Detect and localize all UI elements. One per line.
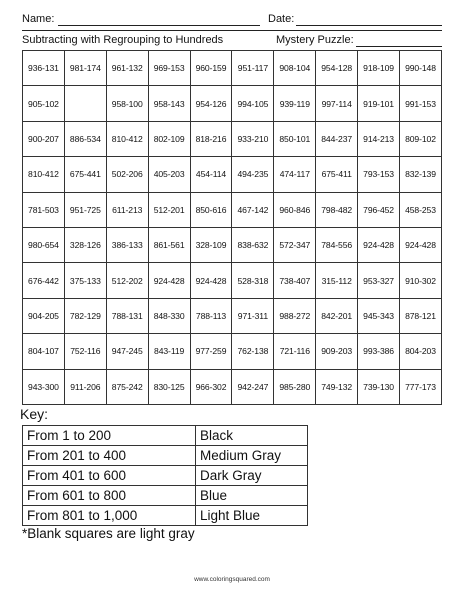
blank-squares-note: *Blank squares are light gray (22, 526, 195, 541)
footer-url: www.coloringsquared.com (194, 576, 270, 583)
key-label: Key: (20, 406, 49, 422)
grid-cell[interactable]: 980-654 (23, 227, 65, 262)
grid-cell[interactable]: 777-173 (400, 369, 442, 404)
key-color: Light Blue (196, 506, 308, 526)
grid-cell[interactable]: 675-441 (64, 157, 106, 192)
grid-cell[interactable]: 458-253 (400, 192, 442, 227)
grid-cell[interactable]: 512-201 (148, 192, 190, 227)
grid-cell[interactable]: 924-428 (358, 227, 400, 262)
grid-cell[interactable]: 850-616 (190, 192, 232, 227)
grid-cell[interactable]: 951-725 (64, 192, 106, 227)
worksheet-title: Subtracting with Regrouping to Hundreds (22, 34, 224, 46)
grid-cell[interactable]: 675-411 (316, 157, 358, 192)
key-row (23, 426, 308, 446)
grid-row (23, 192, 442, 227)
grid-cell[interactable]: 966-302 (190, 369, 232, 404)
grid-cell[interactable]: 969-153 (148, 51, 190, 86)
grid-cell[interactable]: 528-318 (232, 263, 274, 298)
grid-cell[interactable]: 842-201 (316, 298, 358, 333)
grid-cell[interactable]: 749-132 (316, 369, 358, 404)
grid-cell[interactable]: 467-142 (232, 192, 274, 227)
grid-cell[interactable]: 861-561 (148, 227, 190, 262)
key-range: From 201 to 400 (23, 446, 196, 466)
grid-cell[interactable]: 512-202 (106, 263, 148, 298)
name-label: Name: (22, 13, 55, 25)
grid-cell[interactable]: 328-126 (64, 227, 106, 262)
key-row (23, 486, 308, 506)
grid-cell[interactable]: 762-138 (232, 334, 274, 369)
grid-cell[interactable]: 960-846 (274, 192, 316, 227)
grid-cell[interactable]: 784-556 (316, 227, 358, 262)
key-color: Blue (196, 486, 308, 506)
grid-row (23, 227, 442, 262)
grid-cell[interactable]: 474-117 (274, 157, 316, 192)
grid-cell[interactable]: 988-272 (274, 298, 316, 333)
key-color: Dark Gray (196, 466, 308, 486)
grid-cell[interactable]: 676-442 (23, 263, 65, 298)
grid-cell[interactable]: 502-206 (106, 157, 148, 192)
key-color: Black (196, 426, 308, 446)
grid-cell[interactable]: 994-105 (232, 86, 274, 121)
grid-cell[interactable]: 947-245 (106, 334, 148, 369)
grid-cell[interactable]: 804-203 (400, 334, 442, 369)
grid-cell[interactable]: 985-280 (274, 369, 316, 404)
grid-cell[interactable]: 838-632 (232, 227, 274, 262)
grid-cell[interactable]: 878-121 (400, 298, 442, 333)
grid-cell[interactable]: 993-386 (358, 334, 400, 369)
grid-cell[interactable]: 981-174 (64, 51, 106, 86)
grid-cell[interactable]: 850-101 (274, 121, 316, 156)
grid-cell[interactable]: 818-216 (190, 121, 232, 156)
grid-cell[interactable]: 971-311 (232, 298, 274, 333)
mystery-puzzle-label: Mystery Puzzle: (276, 34, 354, 46)
grid-cell[interactable]: 386-133 (106, 227, 148, 262)
grid-cell[interactable]: 739-130 (358, 369, 400, 404)
grid-cell[interactable]: 924-428 (148, 263, 190, 298)
grid-cell[interactable]: 954-126 (190, 86, 232, 121)
grid-cell[interactable]: 997-114 (316, 86, 358, 121)
grid-cell[interactable]: 914-213 (358, 121, 400, 156)
grid-row (23, 334, 442, 369)
grid-cell[interactable]: 933-210 (232, 121, 274, 156)
grid-cell[interactable]: 911-206 (64, 369, 106, 404)
grid-row (23, 86, 442, 121)
grid-cell[interactable]: 958-143 (148, 86, 190, 121)
grid-cell[interactable]: 910-302 (400, 263, 442, 298)
grid-cell[interactable]: 788-131 (106, 298, 148, 333)
grid-cell[interactable]: 936-131 (23, 51, 65, 86)
grid-cell[interactable]: 990-148 (400, 51, 442, 86)
grid-cell[interactable]: 943-300 (23, 369, 65, 404)
grid-cell[interactable]: 848-330 (148, 298, 190, 333)
grid-row (23, 263, 442, 298)
grid-cell[interactable]: 802-109 (148, 121, 190, 156)
grid-row (23, 157, 442, 192)
grid-cell[interactable]: 843-119 (148, 334, 190, 369)
color-key-table (22, 425, 308, 526)
grid-cell[interactable]: 809-102 (400, 121, 442, 156)
grid-cell[interactable]: 900-207 (23, 121, 65, 156)
grid-cell[interactable] (64, 86, 106, 121)
grid-cell[interactable]: 738-407 (274, 263, 316, 298)
grid-cell[interactable]: 991-153 (400, 86, 442, 121)
grid-row (23, 121, 442, 156)
grid-cell[interactable]: 405-203 (148, 157, 190, 192)
key-range: From 601 to 800 (23, 486, 196, 506)
grid-cell[interactable]: 844-237 (316, 121, 358, 156)
grid-cell[interactable]: 977-259 (190, 334, 232, 369)
grid-cell[interactable]: 793-153 (358, 157, 400, 192)
grid-cell[interactable]: 832-139 (400, 157, 442, 192)
mystery-puzzle-line[interactable] (356, 46, 442, 47)
date-label: Date: (268, 13, 295, 25)
grid-cell[interactable]: 494-235 (232, 157, 274, 192)
grid-cell[interactable]: 798-482 (316, 192, 358, 227)
key-range: From 1 to 200 (23, 426, 196, 446)
grid-cell[interactable]: 961-132 (106, 51, 148, 86)
key-color: Medium Gray (196, 446, 308, 466)
grid-cell[interactable]: 830-125 (148, 369, 190, 404)
grid-cell[interactable]: 958-100 (106, 86, 148, 121)
key-row (23, 466, 308, 486)
grid-cell[interactable]: 905-102 (23, 86, 65, 121)
grid-cell[interactable]: 810-412 (23, 157, 65, 192)
grid-cell[interactable]: 752-116 (64, 334, 106, 369)
grid-cell[interactable]: 315-112 (316, 263, 358, 298)
grid-cell[interactable]: 939-119 (274, 86, 316, 121)
grid-row (23, 298, 442, 333)
grid-row (23, 51, 442, 86)
grid-cell[interactable]: 328-109 (190, 227, 232, 262)
grid-cell[interactable]: 924-428 (400, 227, 442, 262)
grid-cell[interactable]: 375-133 (64, 263, 106, 298)
grid-cell[interactable]: 886-534 (64, 121, 106, 156)
grid-row (23, 369, 442, 404)
grid-cell[interactable]: 782-129 (64, 298, 106, 333)
key-row (23, 506, 308, 526)
grid-cell[interactable]: 919-101 (358, 86, 400, 121)
grid-cell[interactable]: 924-428 (190, 263, 232, 298)
grid-cell[interactable]: 572-347 (274, 227, 316, 262)
grid-cell[interactable]: 796-452 (358, 192, 400, 227)
grid-cell[interactable]: 909-203 (316, 334, 358, 369)
grid-cell[interactable]: 918-109 (358, 51, 400, 86)
grid-cell[interactable]: 951-117 (232, 51, 274, 86)
grid-cell[interactable]: 454-114 (190, 157, 232, 192)
grid-cell[interactable]: 804-107 (23, 334, 65, 369)
grid-cell[interactable]: 954-128 (316, 51, 358, 86)
key-range: From 801 to 1,000 (23, 506, 196, 526)
grid-cell[interactable]: 875-242 (106, 369, 148, 404)
name-line[interactable] (58, 25, 260, 26)
date-line[interactable] (296, 25, 442, 26)
problem-grid (22, 50, 442, 405)
grid-cell[interactable]: 953-327 (358, 263, 400, 298)
grid-cell[interactable]: 904-205 (23, 298, 65, 333)
grid-cell[interactable]: 788-113 (190, 298, 232, 333)
grid-cell[interactable]: 908-104 (274, 51, 316, 86)
key-row (23, 446, 308, 466)
grid-cell[interactable]: 781-503 (23, 192, 65, 227)
grid-cell[interactable]: 721-116 (274, 334, 316, 369)
grid-cell[interactable]: 942-247 (232, 369, 274, 404)
grid-cell[interactable]: 611-213 (106, 192, 148, 227)
grid-cell[interactable]: 810-412 (106, 121, 148, 156)
header-divider (22, 30, 442, 31)
grid-cell[interactable]: 945-343 (358, 298, 400, 333)
grid-cell[interactable]: 960-159 (190, 51, 232, 86)
key-range: From 401 to 600 (23, 466, 196, 486)
